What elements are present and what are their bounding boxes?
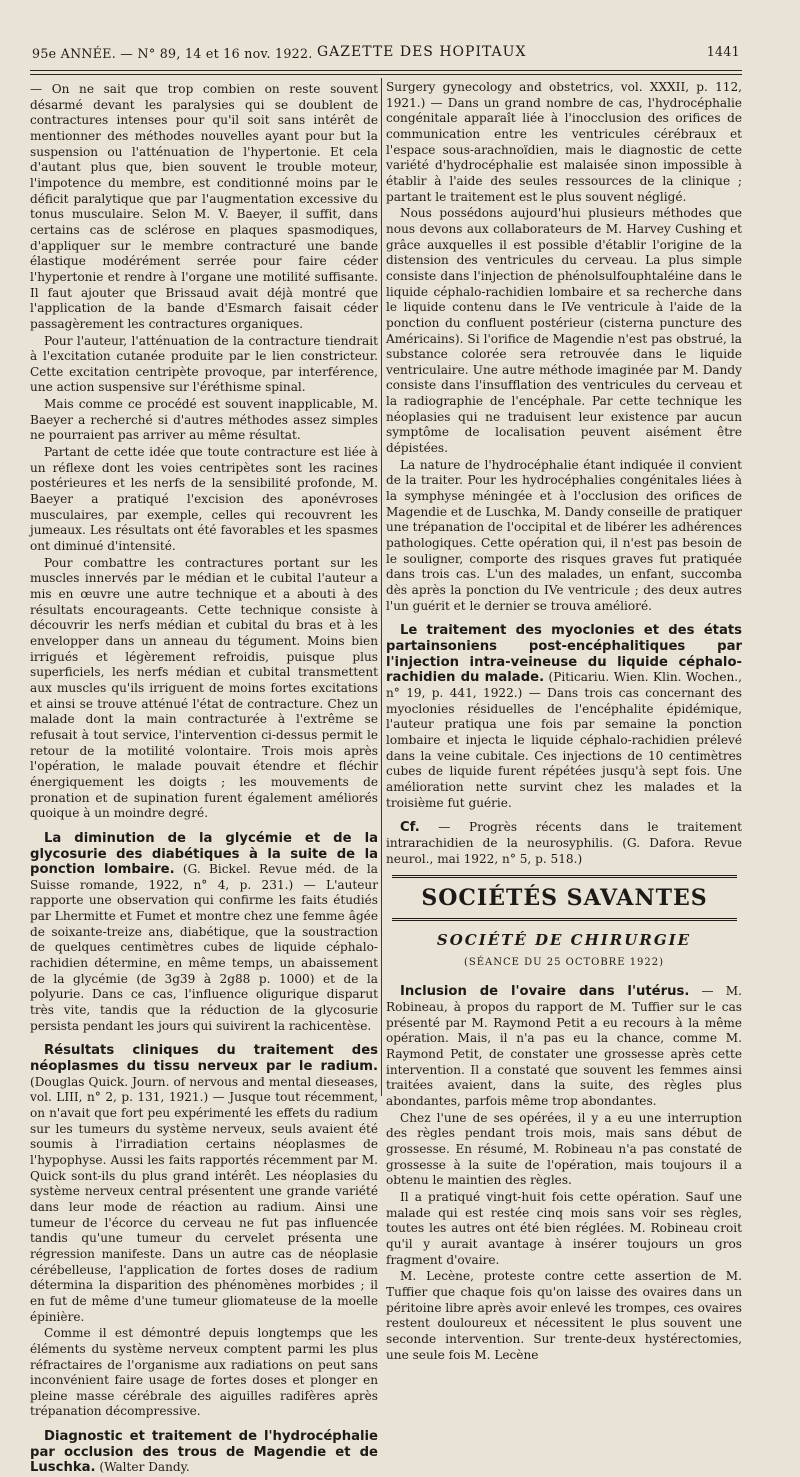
paragraph: Surgery gynecology and obstetrics, vol. XXXII, p. 112, 1921.) — Dans un grand nombre de cas, l'hydrocéphalie congénitale apparaît liée à l'inocclusion des orifices de communication entre les ventricules cérébraux et l'espace sous-arachnoïdien, mais le diagnostic de cette variété d'hydrocéphalie est malaisée sinon impossible à établir à l'aide des seules ressources de la clinique ; partant le traitement est le plus souvent négligé. (386, 80, 742, 204)
article-abstract (30, 1429, 378, 1476)
article-body: Jusque tout récemment, on n'avait que fort peu expérimenté les effets du radium sur les tumeurs du système nerveux, seuls avaient été soumis à l'irradiation certains néoplasmes de l'hypophyse. Aussi les faits rapportés récemment par M. Quick sont-ils du plus grand intérêt. Les néoplasies du système nerveux central présentent une grande variété dans leur mode de réaction au radium. Ainsi une tumeur de l'écorce du cerveau ne fut pas influencée tandis qu'une tumeur du cervelet présenta une régression manifeste. Dans un autre cas de néoplasie cérébelleuse, l'application de fortes doses de radium détermina la disparition des phénomènes morbides ; il en fut de même d'une tumeur gliomateuse de la moelle épinière. (30, 1090, 378, 1324)
article-headline: La diminution de la glycémie et de la glycosurie des diabétiques à la suite de la ponction lombaire. (30, 830, 378, 878)
paragraph: — On ne sait que trop combien on reste souvent désarmé devant les paralysies qui se doublent de contractures intenses pour qu'il soit sans intérêt de mentionner des méthodes nouvelles ayant pour but la suspension ou l'atténuation de l'hypertonie. Et cela d'autant plus que, bien souvent le trouble moteur, l'impotence du membre, est conditionné moins par le déficit paralytique que par l'augmentation excessive du tonus musculaire. Selon M. V. Baeyer, il suffit, dans certains cas de sclérose en plaques spasmodiques, d'appliquer sur le membre contracturé une bande élastique modérément serrée pour faire céder l'hypertonie et rendre à l'organe une motilité suffisante. Il faut ajouter que Brissaud avait déjà montré que l'application de la bande d'Esmarch faisait céder passagèrement les contractures organiques. (30, 82, 378, 331)
article-body: L'auteur rapporte une observation qui confirme les faits étudiés par Lhermitte et Fumet et montre chez une femme âgée de soixante-treize ans, diabétique, que la soustraction de quelques centimètres cubes de liquide céphalo-rachidien détermine, en même temps, un abaissement de la glycémie (de 3g39 à 2g88 p. 1000) et de la polyurie. Dans ce cas, l'influence oligurique disparut très vite, tandis que la réduction de la glycosurie persista pendant les jours qui suivirent la rachicentèse. (30, 877, 378, 1033)
column-divider (381, 78, 382, 1096)
paragraph: M. Lecène, proteste contre cette assertion de M. Tuffier que chaque fois qu'on laisse des ovaires dans un péritoine libre après avoir enlevé les trompes, ces ovaires restent douloureux et nécessitent le plus souvent une seconde intervention. Sur trente-deux hystérectomies, une seule fois M. Lecène (386, 1269, 742, 1362)
paragraph: Pour combattre les contractures portant sur les muscles innervés par le médian et le cubital l'auteur a mis en œuvre une autre technique et a abouti à des résultats encourageants. Cette technique consiste à découvrir les nerfs médian et cubital du bras et à les envelopper dans un anneau du tégument. Moins bien irrigués et légèrement refroidis, puisque plus superficiels, les nerfs médian et cubital transmettent aux muscles qu'ils irriguent de moins fortes excitations et ainsi se trouve atténué l'état de contracture. Chez un malade dont la main contracturée à l'extrême se refusait à tout service, l'intervention ci-dessus permit le retour de la motilité volontaire. Trois mois après l'opération, le malade pouvait étendre et fléchir énergiquement les doigts ; les mouvements de pronation et de supination furent également améliorés quoique à un moindre degré. (30, 555, 378, 821)
article-reference: (Walter Dandy. (95, 1460, 190, 1475)
society-title: SOCIÉTÉ DE CHIRURGIE (436, 931, 692, 950)
article-headline: Résultats cliniques du traitement des néoplasmes du tissu nerveux par le radium. (30, 1043, 378, 1075)
article-body: — Progrès récents dans le traitement intrarachidien de la neurosyphilis. (G. Dafora. Revue neurol., mai 1922, n° 5, p. 518.) (386, 820, 742, 866)
article-headline: Inclusion de l'ovaire dans l'utérus. (400, 984, 690, 1000)
paragraph: Comme il est démontré depuis longtemps que les éléments du système nerveux comptent parmi les plus réfractaires de l'organisme aux radiations on peut sans inconvénient faire usage de fortes doses et plonger en pleine masse cérébrale des aiguilles radifères après trépanation décompressive. (30, 1326, 378, 1419)
paragraph: Pour l'auteur, l'atténuation de la contracture tiendrait à l'excitation cutanée produite par le lien constricteur. Cette excitation centripète provoque, par interférence, une action suspensive sur l'éréthisme spinal. (30, 333, 378, 395)
right-column (386, 80, 742, 1364)
article-abstract (386, 820, 742, 867)
article-abstract (386, 984, 742, 1109)
paragraph: Mais comme ce procédé est souvent inapplicable, M. Baeyer a recherché si d'autres méthodes assez simples ne pourraient pas arriver au même résultat. (30, 397, 378, 443)
paragraph: Nous possédons aujourd'hui plusieurs méthodes que nous devons aux collaborateurs de M. Harvey Cushing et grâce auxquelles il est possible d'établir l'origine de la distension des ventricules du cerveau. La plus simple consiste dans l'injection de phénolsulfouphtaléine dans le liquide céphalo-rachidien lombaire et sa recherche dans le liquide contenu dans le IVe ventricule à l'aide de la ponction du confluent postérieur (cisterna puncture des Américains). Si l'orifice de Magendie n'est pas obstrué, la substance colorée sera retrouvée dans le liquide ventriculaire. Une autre méthode imaginée par M. Dandy consiste dans l'insufflation des ventricules du cerveau et la radiographie de l'encéphale. Par cette technique les néoplasies qui ne traduisent leur existence par aucun symptôme de localisation peuvent aisément être dépistées. (386, 206, 742, 456)
header-rule-double (30, 74, 742, 75)
page-number: 1441 (706, 44, 740, 59)
article-headline: Cf. (400, 820, 420, 836)
article-reference: (G. Bickel. Revue méd. de la Suisse romande, 1922, n° 4, p. 231.) — (30, 862, 378, 892)
article-abstract (386, 623, 742, 811)
page-header (32, 42, 740, 64)
section-title: SOCIÉTÉS SAVANTES (421, 885, 708, 912)
paragraph: Chez l'une de ses opérées, il y a eu une interruption des règles pendant trois mois, mais sans début de grossesse. En résumé, M. Robineau n'a pas constaté de grossesse à la suite de l'opération, mais toujours il a obtenu le maintien des règles. (386, 1110, 742, 1188)
paragraph: La nature de l'hydrocéphalie étant indiquée il convient de la traiter. Pour les hydrocéphalies congénitales liées à la symphyse méningée et à l'occlusion des orifices de Magendie et de Luschka, M. Dandy conseille de pratiquer une trépanation de l'occipital et de libérer les adhérences pathologiques. Cette opération qui, il n'est pas besoin de le souligner, comporte des risques graves fut pratiquée dans trois cas. L'un des malades, un enfant, succomba dès après la ponction du IVe ventricule ; des deux autres l'un guérit et le dernier se trouva amélioré. (386, 457, 742, 613)
article-reference: (Douglas Quick. Journ. of nervous and mental dieseases, vol. LIII, n° 2, p. 131, 1921.) — (30, 1074, 378, 1105)
article-body: — M. Robineau, à propos du rapport de M. Tuffier sur le cas présenté par M. Raymond Petit a eu recours à la même opération. Mais, il n'a pas eu la chance, comme M. Raymond Petit, de constater une grossesse après cette intervention. Il a constaté que souvent les femmes ainsi traitées avaient, dans la suite, des règles plus abondantes, parfois même trop abondantes. (386, 984, 742, 1109)
article-abstract (30, 1043, 378, 1325)
header-rule (30, 70, 742, 71)
issue-info: 95e ANNÉE. — N° 89, 14 et 16 nov. 1922. (32, 46, 313, 61)
article-reference: (Piticariu. Wien. Klin. Wochen., n° 19, p. 441, 1922.) — (386, 670, 742, 700)
paragraph: Partant de cette idée que toute contracture est liée à un réflexe dont les voies centripètes sont les racines postérieures et les nerfs de la sensibilité profonde, M. Baeyer a pratiqué l'excision des aponévroses musculaires, par exemple, celles qui recouvrent les jumeaux. Les résultats ont été favorables et les spasmes ont diminué d'intensité. (30, 445, 378, 554)
article-abstract (30, 831, 378, 1035)
journal-title: GAZETTE DES HOPITAUX (317, 44, 527, 60)
article-headline: Diagnostic et traitement de l'hydrocéphalie par occlusion des trous de Magendie et de Luschka. (30, 1429, 378, 1476)
left-column (30, 82, 378, 1477)
article-body: Dans trois cas concernant des myoclonies résiduelles de l'encéphalite épidémique, l'auteur pratiqua une fois par semaine la ponction lombaire et injecta le liquide céphalo-rachidien prélevé dans la veine cubitale. Ces injections de 10 centimètres cubes de liquide furent répétées jusqu'à sept fois. Une amélioration nette survint chez les malades et la troisième fut guérie. (386, 685, 742, 810)
session-date: (SÉANCE DU 25 OCTOBRE 1922) (463, 956, 665, 968)
section-banner (392, 875, 737, 921)
article-headline: Le traitement des myoclonies et des états partainsoniens post-encéphalitiques par l'injection intra-veineuse du liquide céphalo-rachidien du malade. (386, 623, 742, 686)
paragraph: Il a pratiqué vingt-huit fois cette opération. Sauf une malade qui est restée cinq mois sans voir ses règles, toutes les autres ont été bien réglées. M. Robineau croit qu'il y aurait avantage à insérer toujours un gros fragment d'ovaire. (386, 1190, 742, 1267)
